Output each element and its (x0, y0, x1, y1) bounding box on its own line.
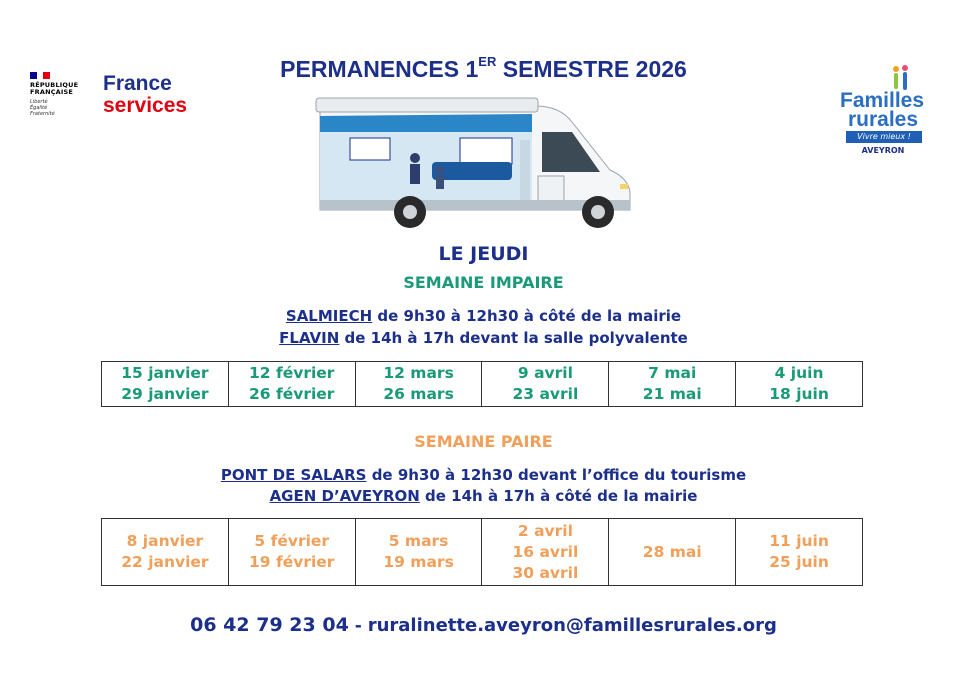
email-address[interactable]: ruralinette.aveyron@famillesrurales.org (367, 615, 777, 636)
date-cell (736, 519, 863, 586)
date-cell (228, 362, 355, 407)
date-cell (102, 362, 229, 407)
odd-location-2 (0, 329, 967, 347)
date: 8 janvier (126, 532, 204, 550)
rf-motto-1: Liberté (30, 99, 48, 105)
fr-region: AVEYRON (861, 146, 905, 155)
rf-line1: RÉPUBLIQUE (30, 81, 79, 89)
contact-separator: - (348, 616, 368, 636)
even-location-1 (0, 466, 967, 484)
date-cell (736, 362, 863, 407)
odd-week-heading: SEMAINE IMPAIRE (403, 273, 564, 292)
date: 9 avril (517, 364, 573, 382)
date-cell (228, 519, 355, 586)
date: 4 juin (774, 364, 824, 382)
date: 5 mars (388, 532, 449, 550)
date: 19 février (249, 553, 335, 571)
odd-details-1: de 9h30 à 12h30 à côté de la mairie (372, 307, 682, 325)
date: 12 mars (383, 364, 454, 382)
date: 25 juin (769, 553, 829, 571)
odd-week-dates-table (101, 361, 863, 407)
even-week-heading: SEMAINE PAIRE (414, 432, 553, 451)
date: 30 avril (512, 563, 579, 582)
title-main: PERMANENCES 1 (280, 56, 479, 82)
fr-line1: Familles (840, 89, 925, 112)
fs-line1: France (103, 72, 172, 95)
date: 26 février (249, 385, 335, 403)
even-details-1: de 9h30 à 12h30 devant l’office du tourisme (366, 466, 747, 484)
date: 22 janvier (121, 553, 209, 571)
date: 18 juin (769, 385, 829, 403)
fs-line2: services (103, 94, 188, 117)
rf-line2: FRANÇAISE (30, 88, 74, 96)
even-place-1: PONT DE SALARS (220, 466, 367, 484)
date: 23 avril (512, 385, 579, 403)
odd-place-1: SALMIECH (285, 307, 373, 325)
date: 29 janvier (121, 385, 209, 403)
date-cell (482, 519, 609, 586)
date-cell (609, 519, 736, 586)
date: 5 février (254, 532, 330, 550)
ruralinette-van-image (310, 92, 640, 234)
fr-line2: rurales (848, 108, 919, 131)
date: 28 mai (642, 542, 702, 561)
date: 19 mars (383, 553, 454, 571)
contact-line (0, 614, 967, 636)
date: 21 mai (642, 385, 702, 403)
phone-number: 06 42 79 23 04 (190, 614, 349, 636)
fr-tagline: Vivre mieux ! (846, 131, 922, 143)
date-cell (102, 519, 229, 586)
date: 15 janvier (121, 364, 209, 382)
date: 2 avril (517, 521, 573, 540)
rf-motto (30, 99, 55, 117)
republique-francaise-logo (30, 82, 78, 96)
even-details-2: de 14h à 17h à côté de la mairie (419, 487, 698, 505)
page-title (0, 56, 967, 83)
odd-details-2: de 14h à 17h devant la salle polyvalente (339, 329, 688, 347)
day-heading: LE JEUDI (438, 243, 529, 265)
date-cell (355, 362, 482, 407)
rf-motto-3: Fraternité (30, 111, 55, 117)
date: 16 avril (512, 542, 579, 561)
even-location-2 (0, 487, 967, 505)
rf-motto-2: Égalité (30, 105, 48, 111)
date: 11 juin (769, 532, 829, 550)
date: 12 février (249, 364, 335, 382)
table-row (102, 362, 863, 407)
familles-rurales-logo (838, 64, 928, 164)
title-sup: ER (478, 54, 497, 69)
odd-place-2: FLAVIN (279, 329, 340, 347)
date: 26 mars (383, 385, 454, 403)
title-rest: SEMESTRE 2026 (496, 56, 687, 82)
table-row (102, 519, 863, 586)
odd-location-1 (0, 307, 967, 325)
date-cell (355, 519, 482, 586)
date-cell (609, 362, 736, 407)
even-place-2: AGEN D’AVEYRON (269, 487, 420, 505)
date-cell (482, 362, 609, 407)
date: 7 mai (648, 364, 697, 382)
even-week-dates-table (101, 518, 863, 586)
